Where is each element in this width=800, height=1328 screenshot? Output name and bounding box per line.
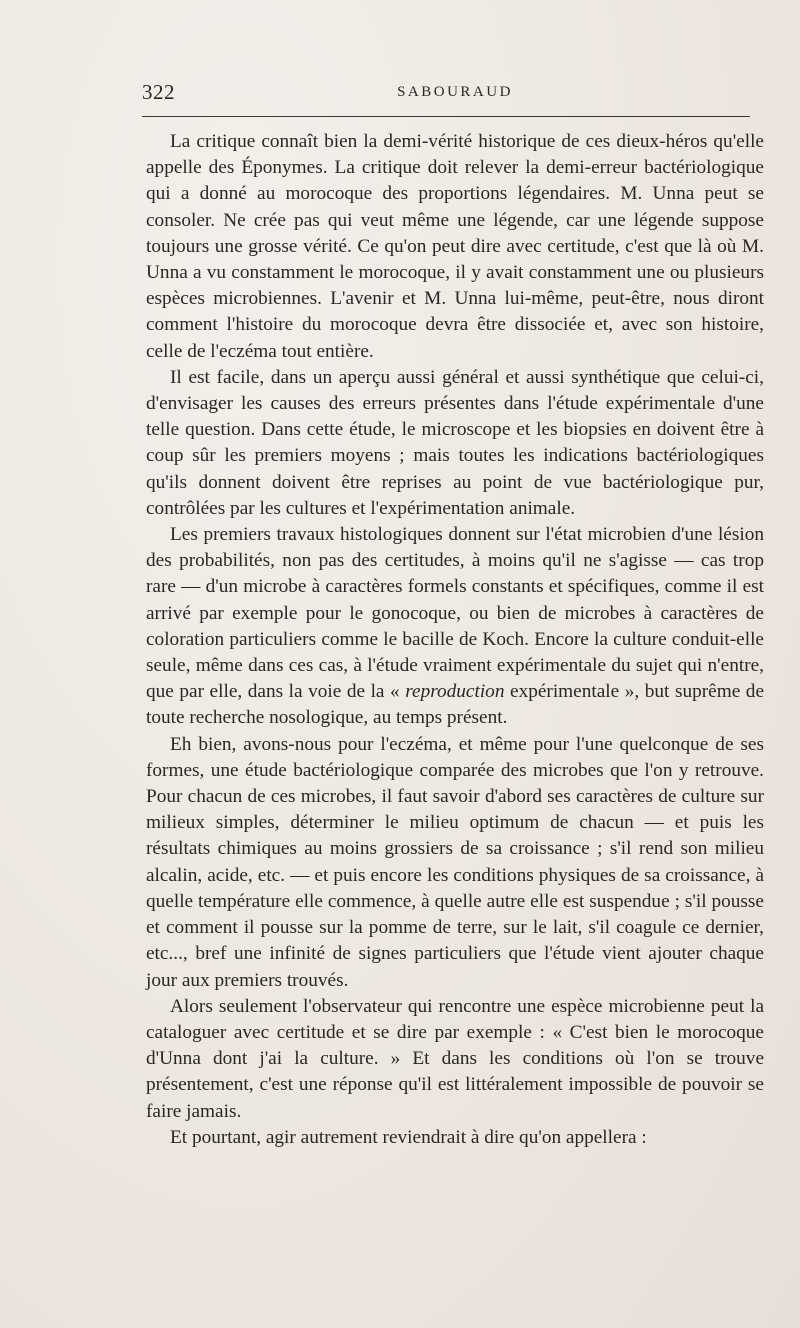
page (142, 78, 765, 1151)
paragraph-3-before: Les premiers travaux histologiques donnent sur l'état microbien d'une lésion des probabilités, non pas des certitudes, à moins qu'il ne s'agisse — cas trop rare — d'un microbe à caractères formels constants et spécifiques, comme il est arrivé par exemple pour le gonocoque, ou bien de microbes à caractères de coloration particuliers comme le bacille de Koch. Encore la culture conduit-elle seule, même dans ces cas, à l'étude vraiment expérimentale du sujet qui n'entre, que par elle, dans la voie de la « (146, 524, 764, 703)
paragraph-2: Il est facile, dans un aperçu aussi général et aussi synthétique que celui-ci, d'envisager les causes des erreurs présentes dans l'étude expérimentale d'une telle question. Dans cette étude, le microscope et les biopsies en doivent être à coup sûr les premiers moyens ; mais toutes les indications bactériologiques qu'ils donnent doivent être reprises au point de vue bactériologique pur, contrôlées par les cultures et l'expérimentation animale. (146, 366, 764, 519)
header-rule (142, 116, 750, 117)
paragraph-5: Alors seulement l'observateur qui rencontre une espèce microbienne peut la cataloguer avec certitude et se dire par exemple : « C'est bien le morocoque d'Unna dont j'ai la culture. » Et dans les conditions où l'on se trouve présentement, c'est une réponse qu'il est littéralement impossible de pouvoir se faire jamais. (146, 995, 764, 1122)
body-text (146, 129, 764, 1151)
paragraph-3-after: expérimentale », but suprême de toute recherche nosologique, au temps présent. (146, 681, 765, 729)
paragraph-3 (146, 522, 764, 732)
running-title: SABOURAUD (397, 84, 513, 100)
running-head (142, 78, 764, 116)
paragraph-4: Eh bien, avons-nous pour l'eczéma, et même pour l'une quelconque de ses formes, une étude bactériologique comparée des microbes que l'on y retrouve. Pour chacun de ces microbes, il faut savoir d'abord ses caractères de culture sur milieux simples, déterminer le milieu optimum de chacun — et puis les résultats chimiques au moins grossiers de sa croissance ; s'il rend son milieu alcalin, acide, etc. — et puis encore les conditions physiques de sa croissance, à quelle température elle commence, à quelle autre elle est suspendue ; s'il pousse et comment il pousse sur la pomme de terre, sur le lait, s'il coagule ce dernier, etc..., bref une infinité de signes particuliers que l'étude vient ajouter chaque jour aux premiers trouvés. (146, 733, 764, 991)
paragraph-1: La critique connaît bien la demi-vérité historique de ces dieux-héros qu'elle appelle des Éponymes. La critique doit relever la demi-erreur bactériologique qui a donné au morocoque des proportions légendaires. M. Unna peut se consoler. Ne crée pas qui veut même une légende, car une légende suppose toujours une grosse vérité. Ce qu'on peut dire avec certitude, c'est que là où M. Unna a vu constamment le morocoque, il y avait constamment une ou plusieurs espèces microbiennes. L'avenir et M. Unna lui-même, peut-être, nous diront comment l'histoire du morocoque devra être dissociée et, avec son histoire, celle de l'eczéma tout entière. (146, 131, 764, 362)
paragraph-3-italic: reproduction (405, 681, 505, 703)
paragraph-6: Et pourtant, agir autrement reviendrait à dire qu'on appellera : (170, 1126, 647, 1148)
page-number: 322 (142, 80, 175, 104)
